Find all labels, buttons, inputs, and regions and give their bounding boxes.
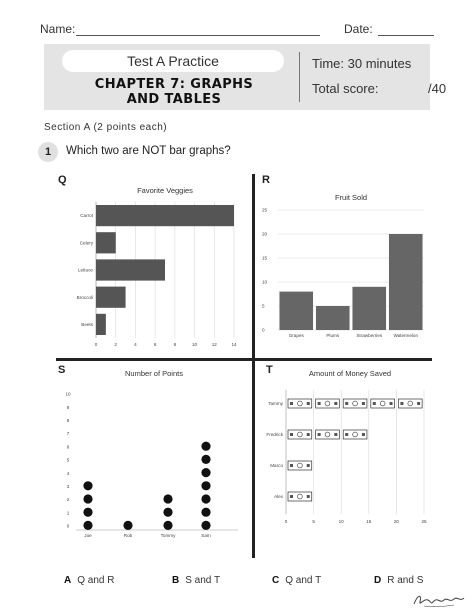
- chart-t-dollar-icon-mark: [345, 433, 348, 436]
- chart-s-ytick: 10: [65, 391, 71, 397]
- chart-t-dollar-icon-mark: [390, 402, 393, 405]
- chart-s-ytick: 6: [66, 444, 70, 450]
- chart-t-dollar-icon-mark: [334, 402, 337, 405]
- chart-money-saved: [258, 364, 430, 554]
- chart-number-of-points: [62, 364, 246, 554]
- panel-label-r: R: [262, 174, 270, 186]
- chapter-line-1: CHAPTER 7: GRAPHS: [94, 77, 254, 92]
- chart-grid: [56, 174, 432, 558]
- signature-logo: [410, 590, 468, 610]
- date-field[interactable]: [378, 35, 434, 36]
- chart-s-dot: [201, 508, 210, 517]
- name-label: Name:: [40, 22, 76, 36]
- answer-b-letter: B: [172, 575, 180, 586]
- answer-d-letter: D: [374, 575, 382, 586]
- chart-t-dollar-icon-mark: [290, 402, 293, 405]
- chart-s-dot: [201, 481, 210, 490]
- name-date-row: [40, 18, 434, 40]
- total-score-max: /40: [428, 81, 447, 96]
- chart-s-dot: [201, 442, 210, 451]
- chart-t-xtick: 15: [366, 519, 372, 524]
- answer-a-letter: A: [64, 575, 72, 586]
- grid-horizontal-divider: [56, 358, 432, 361]
- panel-label-t: T: [266, 364, 273, 376]
- chart-t-dollar-icon-mark: [400, 402, 403, 405]
- header-divider: [299, 52, 300, 102]
- chart-q-xtick: 2: [114, 342, 117, 347]
- answer-choices: [64, 575, 454, 589]
- chart-t-xtick: 5: [312, 519, 315, 524]
- chart-t-category-label: Alex: [274, 494, 283, 500]
- chart-q-bar: [96, 287, 126, 308]
- chart-s-dot: [83, 494, 92, 503]
- chart-t-category-label: Tammy: [268, 401, 283, 407]
- chart-s-ytick: 5: [66, 457, 70, 463]
- chart-s-dot: [201, 455, 210, 464]
- chart-q-xtick: 12: [211, 342, 217, 347]
- chart-t-dollar-icon-mark: [362, 433, 365, 436]
- chart-q-xtick: 6: [153, 342, 157, 347]
- chart-r-ytick: 25: [262, 207, 268, 213]
- chart-t-xtick: 0: [284, 519, 288, 524]
- chart-s-dot: [83, 508, 92, 517]
- chapter-title: [52, 77, 296, 107]
- chart-r-title: Fruit Sold: [334, 193, 368, 202]
- chart-s-category-label: Tommy: [160, 533, 176, 538]
- chart-q-xtick: 8: [173, 342, 177, 347]
- chart-t-dollar-icon-mark: [307, 433, 310, 436]
- answer-d[interactable]: [374, 575, 423, 586]
- chart-r-ytick: 10: [262, 279, 268, 285]
- chart-t-dollar-icon-mark: [318, 402, 321, 405]
- chart-favorite-veggies: [62, 180, 246, 352]
- chart-t-category-label: Fredrick: [266, 432, 283, 438]
- chart-t-xtick: 10: [338, 519, 344, 524]
- chart-t-xtick: 20: [393, 519, 399, 524]
- chart-q-xtick: 4: [134, 342, 137, 347]
- chart-s-ytick: 1: [66, 510, 70, 516]
- chart-s-dot: [163, 508, 172, 517]
- answer-a-text: Q and R: [77, 575, 115, 586]
- chart-t-xtick: 25: [421, 519, 427, 524]
- chart-r-bar: [352, 287, 386, 330]
- answer-a[interactable]: [64, 575, 114, 586]
- answer-c-text: Q and T: [285, 575, 322, 586]
- chart-t-dollar-icon-mark: [290, 495, 293, 498]
- chart-q-bar: [96, 314, 106, 335]
- chart-t-dollar-icon-mark: [345, 402, 348, 405]
- section-heading: Section A (2 points each): [44, 122, 168, 133]
- chart-r-ytick: 0: [262, 327, 265, 333]
- chart-q-bar: [96, 205, 234, 226]
- chart-s-ytick: 3: [66, 484, 70, 489]
- chart-s-title: Number of Points: [125, 369, 183, 378]
- chart-s-dot: [201, 468, 210, 477]
- chart-t-dollar-icon-mark: [290, 433, 293, 436]
- chart-q-bar: [96, 232, 116, 253]
- chart-q-title: Favorite Veggies: [137, 186, 193, 195]
- chart-r-category-label: Watermelon: [393, 333, 419, 338]
- chart-q-category-label: Broccoli: [76, 294, 93, 300]
- chart-t-svg: [258, 364, 430, 554]
- chart-q-bar: [96, 259, 165, 280]
- chart-t-dollar-icon-mark: [318, 433, 321, 436]
- chart-r-ytick: 20: [262, 231, 268, 237]
- total-score-label: Total score:: [312, 81, 379, 96]
- chart-s-dot: [201, 494, 210, 503]
- chapter-line-2: AND TABLES: [126, 92, 222, 107]
- question-text: Which two are NOT bar graphs?: [66, 145, 231, 157]
- answer-b[interactable]: [172, 575, 220, 586]
- question-number: 1: [38, 142, 58, 162]
- chart-r-bar: [316, 306, 350, 330]
- answer-d-text: R and S: [387, 575, 424, 586]
- chart-s-category-label: Rob: [123, 533, 133, 538]
- chart-q-category-label: Celery: [79, 240, 93, 246]
- chart-r-category-label: Grapes: [288, 333, 304, 338]
- chart-r-bar: [389, 234, 423, 330]
- chart-s-svg: [62, 364, 246, 554]
- chart-r-category-label: Plums: [326, 333, 340, 338]
- chart-s-ytick: 4: [66, 470, 70, 476]
- time-limit: Time: 30 minutes: [312, 56, 412, 71]
- chart-s-dot: [83, 481, 92, 490]
- chart-r-svg: [258, 180, 430, 352]
- chart-q-svg: [62, 180, 246, 352]
- chart-s-ytick: 9: [66, 404, 70, 410]
- chart-t-dollar-icon-mark: [373, 402, 376, 405]
- chart-t-dollar-icon-mark: [417, 402, 420, 405]
- chart-s-dot: [83, 521, 92, 530]
- chart-t-dollar-icon-mark: [307, 495, 310, 498]
- chart-fruit-sold: [258, 180, 430, 352]
- date-label: Date:: [344, 22, 373, 36]
- chart-s-dot: [201, 521, 210, 530]
- panel-label-s: S: [58, 364, 66, 376]
- chart-s-ytick: 0: [66, 523, 70, 529]
- chart-r-ytick: 15: [262, 255, 268, 261]
- chart-s-dot: [163, 521, 172, 530]
- chart-s-dot: [123, 521, 132, 530]
- chart-s-category-label: Sam: [201, 533, 211, 538]
- chart-s-ytick: 7: [66, 431, 70, 437]
- chart-s-category-label: Joe: [84, 533, 92, 538]
- answer-c-letter: C: [272, 575, 280, 586]
- chart-s-ytick: 2: [66, 497, 70, 503]
- chart-t-dollar-icon-mark: [334, 433, 337, 436]
- chart-r-category-label: Strawberries: [356, 333, 383, 338]
- chart-t-dollar-icon-mark: [362, 402, 365, 405]
- chart-t-dollar-icon-mark: [290, 464, 293, 467]
- chart-r-bar: [279, 292, 313, 330]
- answer-b-text: S and T: [185, 575, 221, 586]
- chart-q-xtick: 14: [231, 342, 237, 347]
- chart-q-xtick: 0: [94, 342, 98, 347]
- name-field[interactable]: [76, 35, 320, 36]
- test-title: Test A Practice: [62, 50, 284, 72]
- answer-c[interactable]: [272, 575, 321, 586]
- chart-t-category-label: Marco: [270, 463, 283, 469]
- chart-s-ytick: 8: [66, 418, 70, 423]
- panel-label-q: Q: [58, 174, 67, 186]
- chart-t-title: Amount of Money Saved: [308, 369, 392, 378]
- chart-q-xtick: 10: [192, 342, 198, 347]
- grid-vertical-divider: [252, 174, 255, 558]
- chart-q-category-label: Beets: [81, 322, 93, 327]
- test-header: [44, 44, 447, 110]
- chart-r-ytick: 5: [262, 303, 265, 309]
- chart-q-category-label: Lettuce: [77, 267, 93, 273]
- chart-t-dollar-icon-mark: [307, 402, 310, 405]
- chart-t-dollar-icon-mark: [307, 464, 310, 467]
- chart-s-dot: [163, 494, 172, 503]
- chart-q-category-label: Carrot: [80, 213, 93, 219]
